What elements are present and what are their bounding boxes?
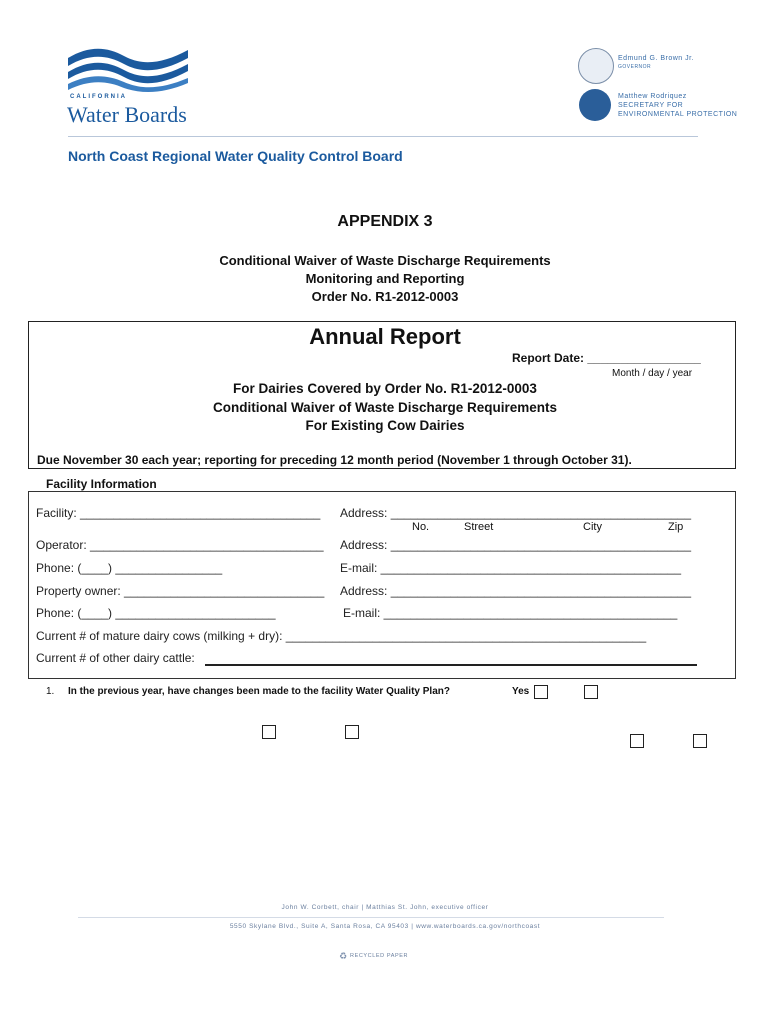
footer-officers: John W. Corbett, chair | Matthias St. John, executive officer — [281, 904, 489, 911]
checkbox[interactable] — [693, 734, 707, 748]
operator-email-field[interactable]: E-mail: _____________________________________________ — [340, 561, 681, 575]
other-cattle-label: Current # of other dairy cattle: — [36, 651, 195, 665]
logo-water-boards-text: Water Boards — [67, 102, 187, 127]
due-date-notice: Due November 30 each year; reporting for preceding 12 month period (November 1 through October 31). — [37, 453, 632, 467]
yes-checkbox[interactable] — [534, 685, 548, 699]
subtitle-line-3: Order No. R1-2012-0003 — [311, 289, 459, 304]
secretary-block — [618, 92, 737, 119]
owner-address-field[interactable]: Address: _____________________________________________ — [340, 584, 692, 598]
operator-phone-field[interactable]: Phone: (____) ________________ — [36, 561, 223, 575]
address-hint-street: Street — [464, 521, 494, 533]
checkbox[interactable] — [630, 734, 644, 748]
calepa-logo-icon — [579, 89, 611, 121]
secretary-title-1: SECRETARY FOR — [618, 102, 684, 109]
governor-name: Edmund G. Brown Jr. — [618, 55, 695, 62]
mature-cows-field[interactable]: Current # of mature dairy cows (milking + dry): ______________________________________________________ — [36, 629, 647, 643]
board-name: North Coast Regional Water Quality Control Board — [68, 148, 403, 164]
operator-field[interactable]: Operator: ___________________________________ — [36, 538, 324, 552]
footer-address: 5550 Skylane Blvd., Suite A, Santa Rosa, CA 95403 | www.waterboards.ca.gov/northcoast — [229, 923, 541, 930]
appendix-title: APPENDIX 3 — [337, 213, 433, 230]
dairies-line-3: For Existing Cow Dairies — [305, 418, 465, 433]
recycle-icon: ♻ — [339, 951, 348, 961]
governor-block — [618, 54, 694, 72]
header-rule — [68, 136, 698, 137]
governor-title: GOVERNOR — [618, 64, 652, 70]
other-cattle-line[interactable] — [205, 664, 697, 666]
address-hint-zip: Zip — [668, 521, 684, 533]
report-date-hint: Month / day / year — [612, 368, 693, 379]
operator-address-field[interactable]: Address: _____________________________________________ — [340, 538, 692, 552]
water-boards-logo — [66, 44, 190, 94]
checkbox[interactable] — [262, 725, 276, 739]
owner-phone-field[interactable]: Phone: (____) ________________________ — [36, 606, 276, 620]
facility-name-field[interactable]: Facility: ____________________________________ — [36, 506, 321, 520]
question-yes-label: Yes — [512, 686, 530, 697]
logo-state-text: CALIFORNIA — [70, 94, 127, 100]
report-date-field[interactable]: Report Date: _________________ — [512, 351, 701, 365]
facility-address-field[interactable]: Address: _____________________________________________ — [340, 506, 692, 520]
facility-heading: Facility Information — [46, 477, 157, 491]
secretary-name: Matthew Rodriquez — [618, 93, 687, 100]
recycled-paper-label: RECYCLED PAPER — [350, 953, 409, 959]
owner-email-field[interactable]: E-mail: ____________________________________________ — [343, 606, 678, 620]
footer-rule — [78, 917, 664, 918]
dairies-line-2: Conditional Waiver of Waste Discharge Requirements — [212, 400, 558, 415]
subtitle-line-2: Monitoring and Reporting — [305, 271, 465, 286]
no-checkbox[interactable] — [584, 685, 598, 699]
dairies-line-1: For Dairies Covered by Order No. R1-2012-0003 — [233, 381, 537, 396]
question-text: In the previous year, have changes been made to the facility Water Quality Plan? — [68, 686, 450, 697]
report-title: Annual Report — [309, 324, 461, 349]
subtitle-line-1: Conditional Waiver of Waste Discharge Requirements — [219, 253, 551, 268]
checkbox[interactable] — [345, 725, 359, 739]
address-hint-no: No. — [412, 521, 430, 533]
address-hint-city: City — [583, 521, 602, 533]
property-owner-field[interactable]: Property owner: ______________________________ — [36, 584, 325, 598]
secretary-title-2: ENVIRONMENTAL PROTECTION — [618, 111, 738, 118]
question-number: 1. — [46, 686, 55, 697]
state-seal-icon — [578, 48, 614, 84]
